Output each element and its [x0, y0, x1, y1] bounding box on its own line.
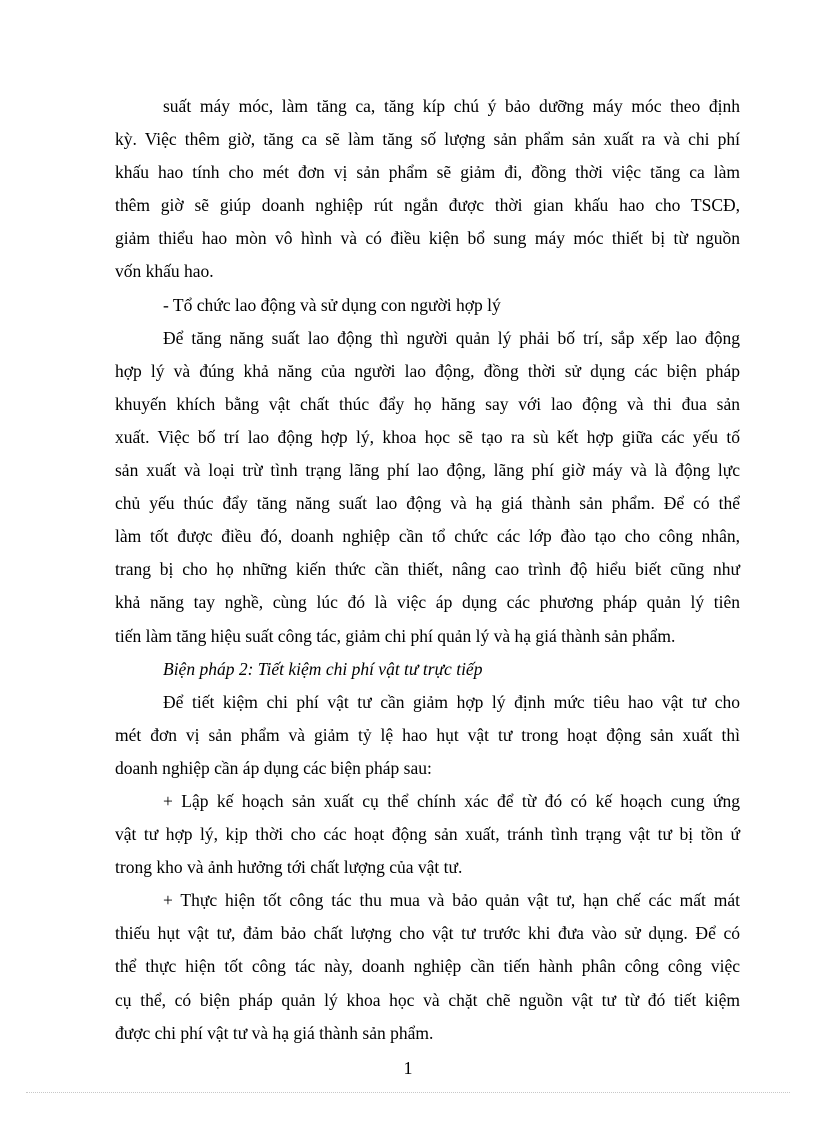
- text-line: thiếu hụt vật tư, đảm bảo chất lượng cho vật tư trước khi đưa vào sử dụng. Để có: [115, 923, 740, 944]
- text-line: trong kho và ảnh hưởng tới chất lượng của vật tư.: [115, 857, 463, 878]
- text-line: Biện pháp 2: Tiết kiệm chi phí vật tư trực tiếp: [163, 658, 483, 679]
- text-line: + Lập kế hoạch sản xuất cụ thể chính xác để từ đó có kế hoạch cung ứng: [163, 790, 740, 811]
- text-line: sản xuất và loại trừ tình trạng lãng phí lao động, lãng phí giờ máy và là động lực: [115, 460, 740, 481]
- paragraph-p7: [115, 884, 740, 1049]
- paragraph-p3: [115, 322, 740, 653]
- body-text: [115, 90, 740, 1050]
- paragraph-p6: [115, 785, 740, 884]
- text-line: mét đơn vị sản phẩm và giảm tỷ lệ hao hụt vật tư trong hoạt động sản xuất thì: [115, 724, 740, 745]
- text-line: khuyến khích bằng vật chất thúc đẩy họ hăng say với lao động và thi đua sản: [115, 393, 740, 414]
- paragraph-p5: [115, 686, 740, 785]
- paragraph-p4: [115, 653, 740, 686]
- paragraph-p2: [115, 289, 740, 322]
- text-line: giảm thiểu hao mòn vô hình và có điều kiện bổ sung máy móc thiết bị từ nguồn: [115, 228, 740, 249]
- text-line: cụ thể, có biện pháp quản lý khoa học và chặt chẽ nguồn vật tư từ đó tiết kiệm: [115, 989, 740, 1010]
- text-line: hợp lý và đúng khả năng của người lao động, đồng thời sử dụng các biện pháp: [115, 360, 740, 381]
- paragraph-p1: [115, 90, 740, 289]
- text-line: vốn khấu hao.: [115, 261, 214, 282]
- text-line: Để tiết kiệm chi phí vật tư cần giảm hợp lý định mức tiêu hao vật tư cho: [163, 691, 740, 712]
- text-line: khả năng tay nghề, cùng lúc đó là việc áp dụng các phương pháp quản lý tiên: [115, 592, 740, 613]
- text-line: thể thực hiện tốt công tác này, doanh nghiệp cần tiến hành phân công công việc: [115, 956, 740, 977]
- text-line: - Tổ chức lao động và sử dụng con người hợp lý: [163, 294, 501, 315]
- text-line: thêm giờ sẽ giúp doanh nghiệp rút ngắn được thời gian khấu hao cho TSCĐ,: [115, 195, 740, 216]
- text-line: trang bị cho họ những kiến thức cần thiết, nâng cao trình độ hiểu biết cũng như: [115, 559, 740, 580]
- text-line: khấu hao tính cho mét đơn vị sản phẩm sẽ giảm đi, đồng thời việc tăng ca làm: [115, 162, 740, 183]
- page-number: 1: [403, 1058, 413, 1078]
- text-line: vật tư hợp lý, kịp thời cho các hoạt động sản xuất, tránh tình trạng vật tư bị tồn ứ: [115, 824, 740, 845]
- text-line: xuất. Việc bố trí lao động hợp lý, khoa học sẽ tạo ra sù kết hợp giữa các yếu tố: [115, 426, 740, 447]
- text-line: chủ yếu thúc đẩy tăng năng suất lao động và hạ giá thành sản phẩm. Để có thể: [115, 493, 740, 514]
- footer-divider: [26, 1092, 790, 1093]
- text-line: làm tốt được điều đó, doanh nghiệp cần tổ chức các lớp đào tạo cho công nhân,: [115, 526, 740, 547]
- text-line: suất máy móc, làm tăng ca, tăng kíp chú ý bảo dưỡng máy móc theo định: [163, 96, 740, 116]
- text-line: tiến làm tăng hiệu suất công tác, giảm chi phí quản lý và hạ giá thành sản phẩm.: [115, 625, 676, 646]
- text-line: Để tăng năng suất lao động thì người quản lý phải bố trí, sắp xếp lao động: [163, 327, 740, 348]
- text-line: được chi phí vật tư và hạ giá thành sản phẩm.: [115, 1022, 434, 1043]
- text-line: doanh nghiệp cần áp dụng các biện pháp sau:: [115, 757, 432, 778]
- text-line: kỳ. Việc thêm giờ, tăng ca sẽ làm tăng số lượng sản phẩm sản xuất ra và chi phí: [115, 129, 740, 150]
- text-line: + Thực hiện tốt công tác thu mua và bảo quản vật tư, hạn chế các mất mát: [163, 890, 740, 911]
